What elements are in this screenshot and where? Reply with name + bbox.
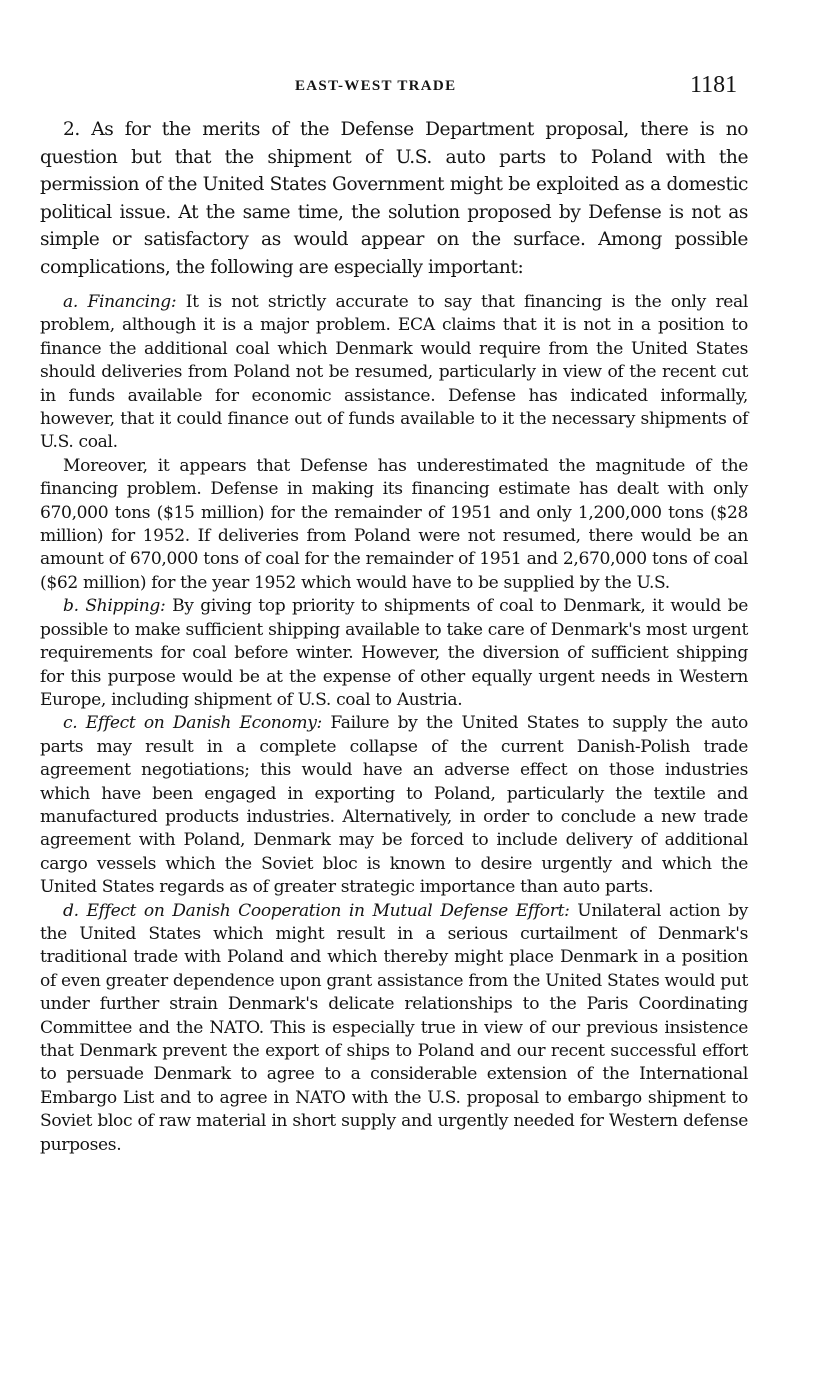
paragraph-d-danish-cooperation [40, 900, 748, 1157]
paragraph-b-text: By giving top priority to shipments of coal to Denmark, it would be possible to make sufficient shipping available to take care of Denmark's most urgent requirements for coal before winter. However, the diversion of sufficient shipping for this purpose would be at the expense of other equally urgent needs in Western Europe, including shipment of U.S. coal to Austria. [40, 596, 748, 710]
document-body [40, 116, 748, 1157]
paragraph-c-danish-economy [40, 712, 748, 899]
paragraph-a-financing [40, 291, 748, 455]
page-number: 1181 [690, 72, 738, 98]
running-header [0, 70, 838, 104]
paragraph-d-heading: d. Effect on Danish Cooperation in Mutual Defense Effort: [63, 900, 570, 921]
paragraph-c-text: Failure by the United States to supply the auto parts may result in a complete collapse of the current Danish-Polish trade agreement negotiations; this would have an adverse effect on those industries which have been engaged in exporting to Poland, particularly the textile and manufactured products industries. Alternatively, in order to conclude a new trade agreement with Poland, Denmark may be forced to include delivery of additional cargo vessels which the Soviet bloc is known to desire urgently and which the United States regards as of greater strategic importance than auto parts. [40, 713, 748, 898]
paragraph-b-heading: b. Shipping: [63, 596, 166, 617]
running-title: EAST-WEST TRADE [295, 78, 457, 94]
paragraph-a-heading: a. Financing: [63, 292, 177, 312]
paragraph-d-text: Unilateral action by the United States which might result in a serious curtailment of Denmark's traditional trade with Poland and which thereby might place Denmark in a position of even greater dependence upon grant assistance from the United States would put under further strain Denmark's delicate relationships to the Paris Coordinating Committee and the NATO. This is especially true in view of our previous insistence that Denmark prevent the export of ships to Poland and our recent successful effort to persuade Denmark to agree to a considerable extension of the International Embargo List and to agree in NATO with the U.S. proposal to embargo shipment to Soviet bloc of raw material in short supply and urgently needed for Western defense purposes. [40, 900, 748, 1155]
paragraph-moreover: Moreover, it appears that Defense has underestimated the magnitude of the financing problem. Defense in making its financing estimate has dealt with only 670,000 tons ($15 million) for the remainder of 1951 and only 1,200,000 tons ($28 million) for 1952. If deliveries from Poland were not resumed, there would be an amount of 670,000 tons of coal for the remainder of 1951 and 2,670,000 tons of coal ($62 million) for the year 1952 which would have to be supplied by the U.S. [40, 455, 748, 593]
paragraph-2: 2. As for the merits of the Defense Department proposal, there is no question but that the shipment of U.S. auto parts to Poland with the permission of the United States Government might be exploited as a domestic political issue. At the same time, the solution proposed by Defense is not as simple or satisfactory as would appear on the surface. Among possible complications, the following are especially important: [40, 119, 748, 278]
paragraph-a-text: It is not strictly accurate to say that financing is the only real problem, although it is a major problem. ECA claims that it is not in a position to finance the additional coal which Denmark would require from the United States should deliveries from Poland not be resumed, particularly in view of the recent cut in funds available for economic assistance. Defense has indicated informally, however, that it could finance out of funds available to it the necessary shipments of U.S. coal. [40, 292, 748, 453]
paragraph-c-heading: c. Effect on Danish Economy: [63, 713, 322, 734]
paragraph-b-shipping [40, 595, 748, 712]
